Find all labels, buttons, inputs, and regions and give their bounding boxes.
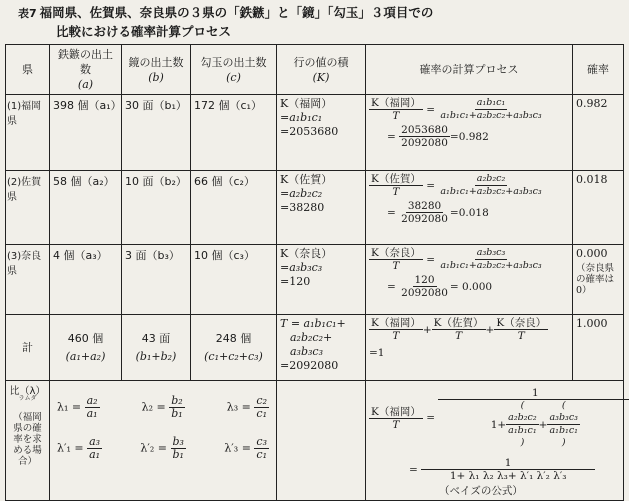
header-prefecture: 県 (6, 45, 50, 95)
bayes-caption: （ベイズの公式） (439, 485, 523, 497)
total-arrowheads: 460 個 (a₁+a₂) (50, 315, 122, 381)
total-magatama: 248 個 (c₁+c₂+c₃) (191, 315, 277, 381)
header-product: 行の値の積 (K) (277, 45, 366, 95)
total-label: 計 (6, 315, 50, 381)
header-magatama: 勾玉の出土数 (c) (191, 45, 277, 95)
process-cell: $\frac{\text{K（佐賀）}}{T}$ = $\frac{\text{a₂b₂c₂}}{\text{a₁b₁c₁+a₂b₂c₂+a₃b₃c₃}}$ = $\frac{38280}{2092080}$ =0.018 (366, 171, 573, 245)
ratio-label-cell: 比$(\lambda)^{ラムダ}$ （福岡県の確率を求める場合） (6, 381, 50, 501)
process-cell: $\frac{\text{K（福岡）}}{T}$ = $\frac{\text{a₁b₁c₁}}{\text{a₁b₁c₁+a₂b₂c₂+a₃b₃c₃}}$ = $\frac{2053680}{2092080}$ =0.982 (366, 95, 573, 171)
table-title (18, 4, 433, 41)
header-probability: 確率 (573, 45, 624, 95)
arrowheads-cell: 58 個（a₂） (50, 171, 122, 245)
ratio-row (6, 381, 624, 501)
header-arrowheads: 鉄鏃の出土数 (a) (50, 45, 122, 95)
product-cell: K（福岡） =a₁b₁c₁ =2053680 (277, 95, 366, 171)
ratio-note: （福岡県の確率を求める場合） (13, 412, 42, 467)
product-cell: K（奈良） =a₃b₃c₃ =120 (277, 245, 366, 315)
magatama-cell: 66 個（c₂） (191, 171, 277, 245)
probability-cell: 0.000 （奈良県の確率は0） (573, 245, 624, 315)
table-row (6, 95, 624, 171)
probability-table (5, 44, 624, 501)
title-line-2: 比較における確率計算プロセス (56, 24, 232, 39)
total-product: T = a₁b₁c₁+ a₂b₂c₂+ a₃b₃c₃ =2092080 (277, 315, 366, 381)
mirrors-cell: 10 面（b₂） (122, 171, 191, 245)
total-process: $\frac{\text{K（福岡）}}{T}$ + $\frac{\text{K（佐賀）}}{T}$ + $\frac{\text{K（奈良）}}{T}$ =1 (366, 315, 573, 381)
prefecture-cell: (1)福岡県 (6, 95, 50, 171)
lambda-cell: λ₁ = $\frac{\text{a₂}}{\text{a₁}}$ λ₂ = $\frac{\text{b₂}}{\text{b₁}}$ λ₃ = $\frac{\text{c₂}}{\text{c₁}}$ λ′₁ = $\frac{\text{a₃}}{\text{a₁}}$ λ′₂ = $\frac{\text{b₃}}{\text{b₁}}$ λ′₃ = $\frac{\text{c₃}}{\text{c₁}}$ (50, 381, 277, 501)
total-mirrors: 43 面 (b₁+b₂) (122, 315, 191, 381)
arrowheads-cell: 4 個（a₃） (50, 245, 122, 315)
magatama-cell: 10 個（c₃） (191, 245, 277, 315)
probability-cell: 0.018 (573, 171, 624, 245)
total-row (6, 315, 624, 381)
table-row (6, 245, 624, 315)
prefecture-cell: (2)佐賀県 (6, 171, 50, 245)
magatama-cell: 172 個（c₁） (191, 95, 277, 171)
header-process: 確率の計算プロセス (366, 45, 573, 95)
table-row (6, 171, 624, 245)
title-line-1: 福岡県、佐賀県、奈良県の３県の「鉄鏃」と「鏡」「勾玉」３項目での (39, 5, 434, 20)
header-mirrors: 鏡の出土数 (b) (122, 45, 191, 95)
ratio-empty-cell (277, 381, 366, 501)
mirrors-cell: 3 面（b₃） (122, 245, 191, 315)
table-number: 表7 (18, 7, 37, 20)
arrowheads-cell: 398 個（a₁） (50, 95, 122, 171)
mirrors-cell: 30 面（b₁） (122, 95, 191, 171)
probability-cell: 0.982 (573, 95, 624, 171)
total-probability: 1.000 (573, 315, 624, 381)
header-row (6, 45, 624, 95)
process-cell: $\frac{\text{K（奈良）}}{T}$ = $\frac{\text{a₃b₃c₃}}{\text{a₁b₁c₁+a₂b₂c₂+a₃b₃c₃}}$ = $\frac{120}{2092080}$ = 0.000 (366, 245, 573, 315)
product-cell: K（佐賀） =a₂b₂c₂ =38280 (277, 171, 366, 245)
probability-note: （奈良県の確率は0） (576, 263, 615, 296)
prefecture-cell: (3)奈良県 (6, 245, 50, 315)
bayes-cell: $\frac{\text{K（福岡）}}{T}$ = 1 1+ ( a₂b₂c₂ a₁b₁c₁ ) + ( a₃b₃c₃ a₁b₁c₁ ) = $\frac{1}{\text{1+ λ₁ λ₂ λ₃+ λ′₁ λ′₂ λ′₃}}$ （ベイズの公式） (366, 381, 624, 501)
